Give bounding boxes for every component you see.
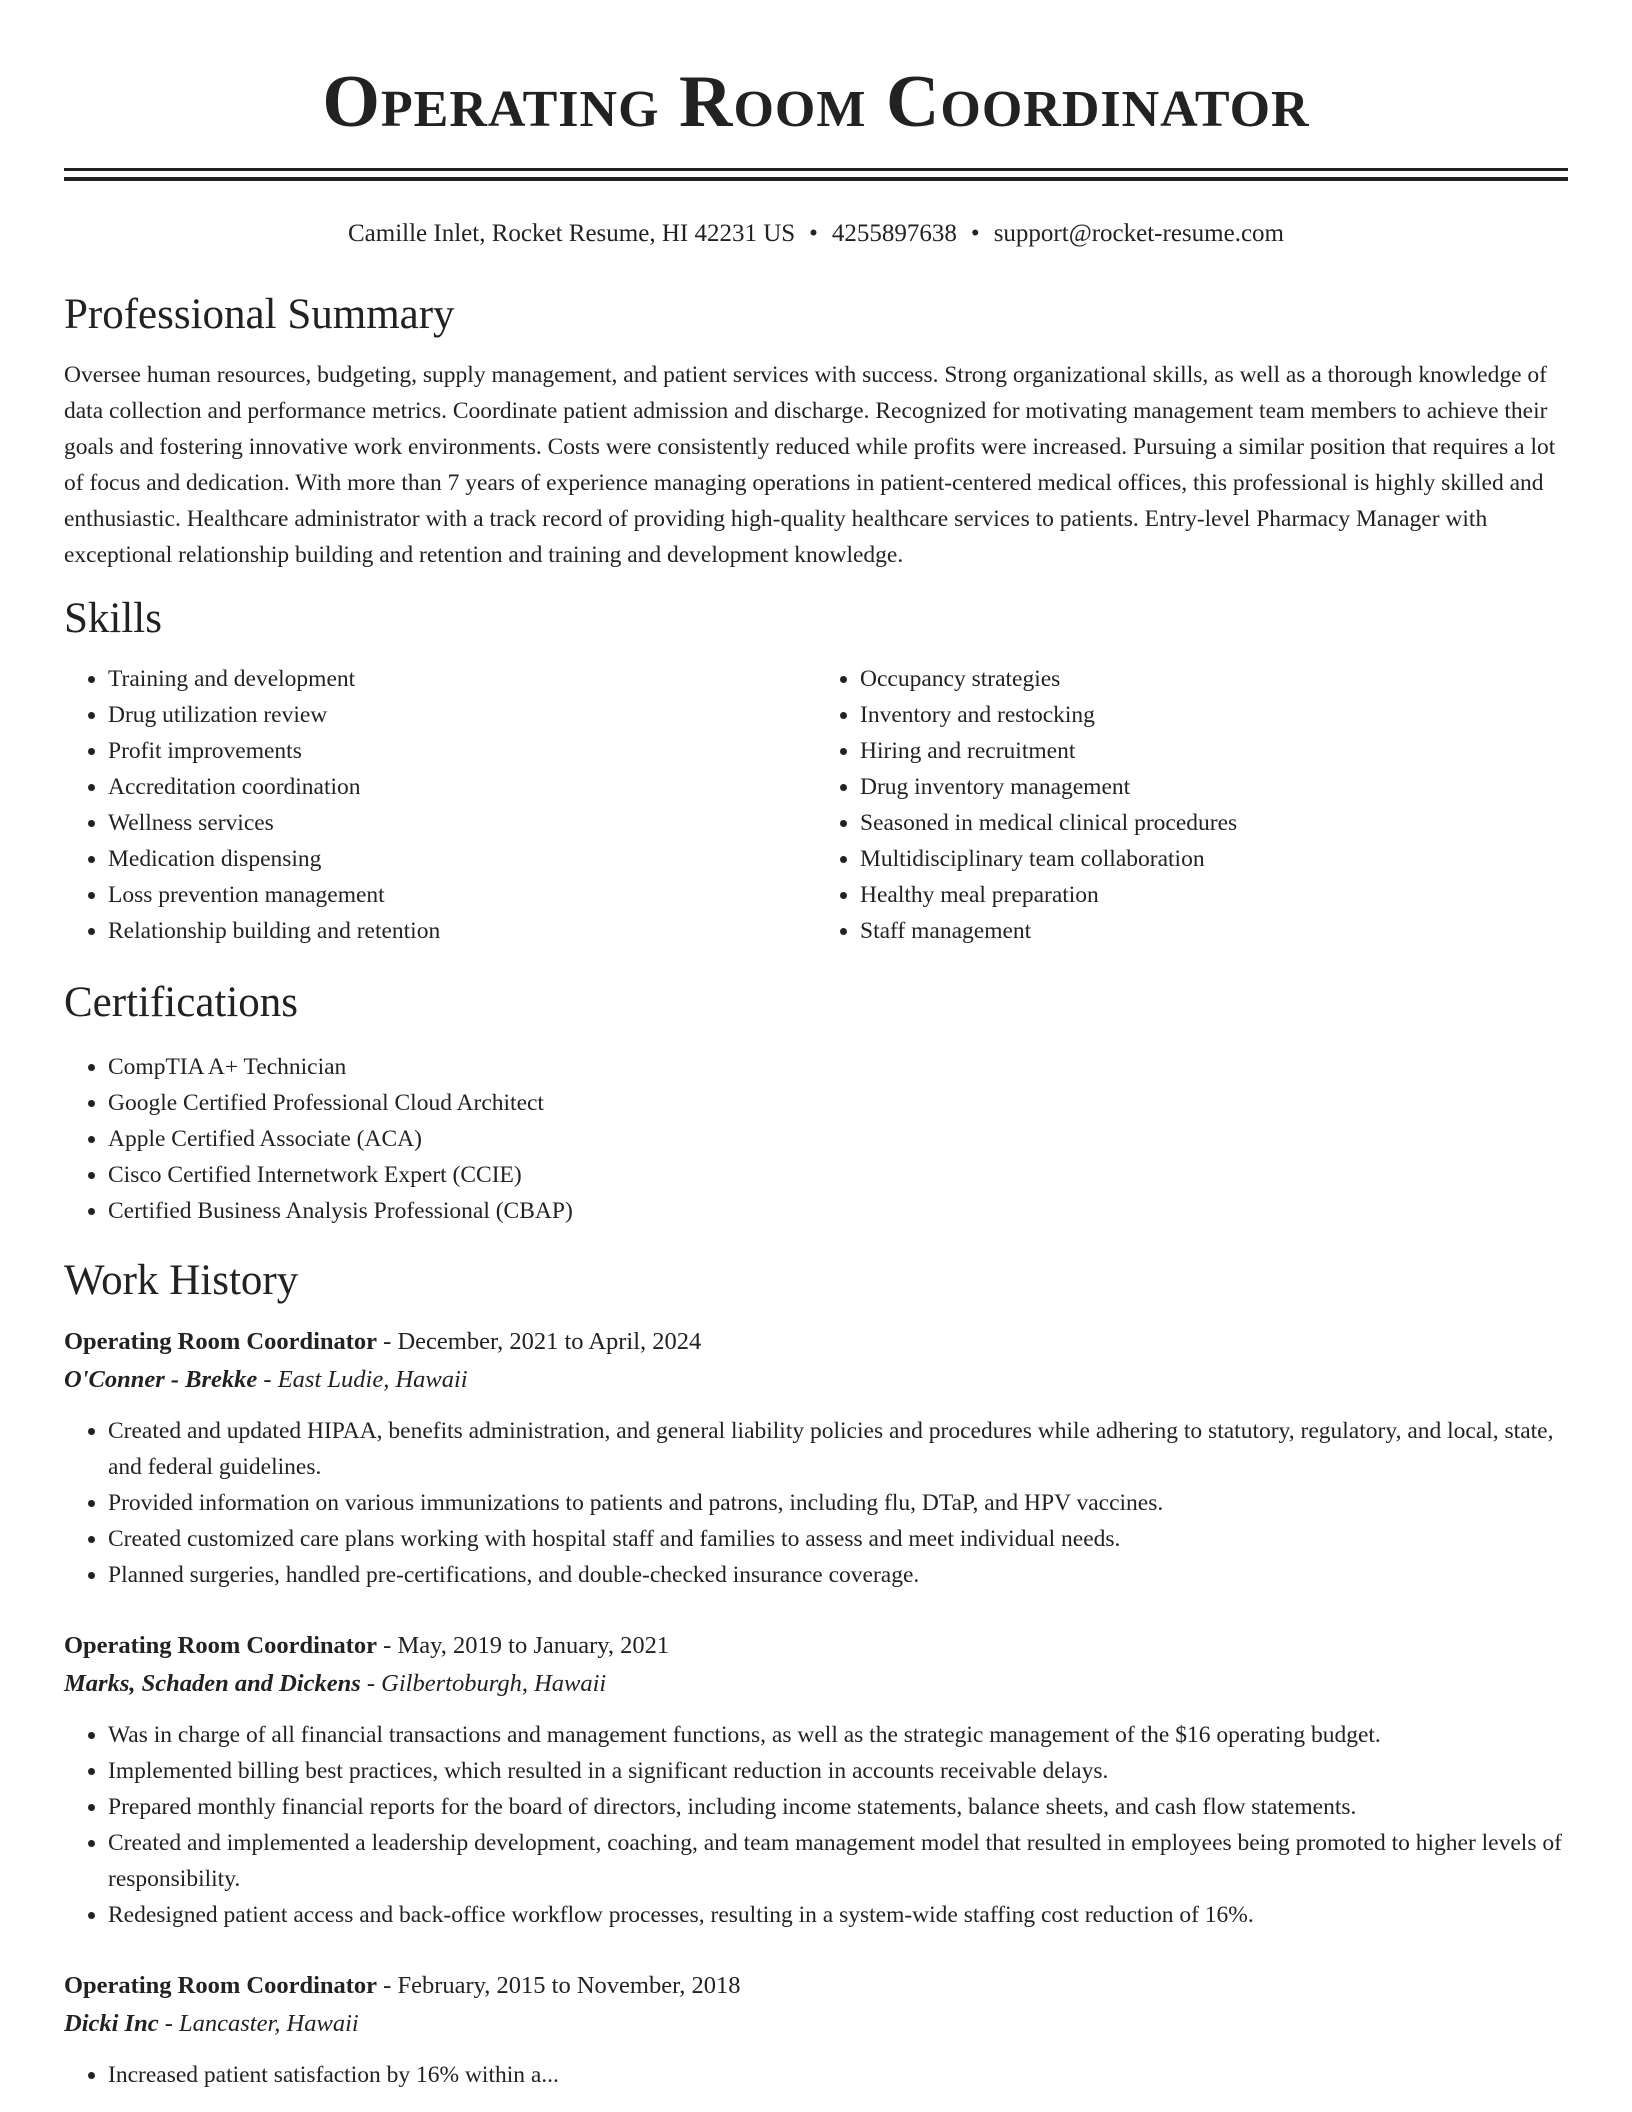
job-dates: - February, 2015 to November, 2018 [377,1972,741,1999]
job-title-line [64,1627,1568,1665]
certifications-heading: Certifications [64,979,299,1026]
job-bullet: • Created and updated HIPAA, benefits administration, and general liability policies and procedures while adhering to statutory, regulatory, and local, state, and federal guidelines. [108,1413,1568,1485]
skill-item: • Multidisciplinary team collaboration [860,841,1568,877]
job-title: Operating Room Coordinator [64,1328,378,1355]
job-bullet: • Created and implemented a leadership development, coaching, and team management model that resulted in employees being promoted to higher levels of responsibility. [108,1825,1568,1897]
job-bullet: • Planned surgeries, handled pre-certifications, and double-checked insurance coverage. [108,1557,1568,1593]
skill-item: • Inventory and restocking [860,697,1568,733]
work-history-heading: Work History [64,1257,299,1304]
certification-item: • Google Certified Professional Cloud Architect [108,1085,1568,1121]
job-bullets [64,1717,1568,1933]
job-entry [64,1627,1568,1933]
job-company: O'Conner - Brekke [64,1366,258,1393]
job-title-line [64,1967,1568,2005]
job-title-line [64,1323,1568,1361]
skill-item: • Occupancy strategies [860,661,1568,697]
job-bullet: • Increased patient satisfaction by 16% within a... [108,2057,1568,2093]
job-company: Marks, Schaden and Dickens [64,1670,361,1697]
job-company: Dicki Inc [64,2010,159,2037]
job-title: Operating Room Coordinator [64,1632,378,1659]
job-company-line [64,1665,1568,1703]
skills-list-right [816,661,1568,949]
job-bullet: • Created customized care plans working with hospital staff and families to assess and meet individual needs. [108,1521,1568,1557]
skill-item: • Hiring and recruitment [860,733,1568,769]
skill-item: • Staff management [860,913,1568,949]
job-bullet: • Prepared monthly financial reports for the board of directors, including income statements, balance sheets, and cash flow statements. [108,1789,1568,1825]
job-entry [64,1967,1568,2093]
skill-item: • Loss prevention management [108,877,816,913]
skill-item: • Profit improvements [108,733,816,769]
header-rule-bottom [64,177,1568,181]
contact-separator: • [809,220,818,247]
job-bullets [64,2057,1568,2093]
job-bullet: • Redesigned patient access and back-office workflow processes, resulting in a system-wide staffing cost reduction of 16%. [108,1897,1568,1933]
certification-item: • CompTIA A+ Technician [108,1049,1568,1085]
contact-address: Camille Inlet, Rocket Resume, HI 42231 US [348,220,796,247]
job-bullets [64,1413,1568,1593]
job-bullet: • Provided information on various immunizations to patients and patrons, including flu, DTaP, and HPV vaccines. [108,1485,1568,1521]
skills-columns [64,661,1568,949]
skill-item: • Training and development [108,661,816,697]
job-dates: - December, 2021 to April, 2024 [377,1328,702,1355]
summary-heading: Professional Summary [64,291,455,338]
skill-item: • Medication dispensing [108,841,816,877]
job-entry [64,1323,1568,1593]
job-title: Operating Room Coordinator [64,1972,378,1999]
skill-item: • Accreditation coordination [108,769,816,805]
certification-item: • Apple Certified Associate (ACA) [108,1121,1568,1157]
certifications-list [64,1049,1568,1229]
job-location: - Lancaster, Hawaii [158,2010,359,2037]
job-company-line [64,1361,1568,1399]
contact-email: support@rocket-resume.com [993,220,1284,247]
certification-item: • Cisco Certified Internetwork Expert (CCIE) [108,1157,1568,1193]
resume-name: Operating Room Coordinator [322,61,1310,143]
skill-item: • Healthy meal preparation [860,877,1568,913]
skills-list-left [64,661,816,949]
contact-separator: • [970,220,980,247]
contact-phone: 4255897638 [831,220,957,247]
job-company-line [64,2005,1568,2043]
summary-text: Oversee human resources, budgeting, supply management, and patient services with success. Strong organizational skills, as well as a thorough knowledge of data collection and performance metrics. Coordinate patient admission and discharge. Recognized for motivating management team members to achieve their goals and fostering innovative work environments. Costs were consistently reduced while profits were increased. Pursuing a similar position that requires a lot of focus and dedication. With more than 7 years of experience managing operations in patient-centered medical offices, this professional is highly skilled and enthusiastic. Healthcare administrator with a track record of providing high-quality healthcare services to patients. Entry-level Pharmacy Manager with exceptional relationship building and retention and training and development knowledge. [64,362,1556,568]
job-location: - Gilbertoburgh, Hawaii [360,1670,607,1697]
job-bullet: • Implemented billing best practices, which resulted in a significant reduction in accounts receivable delays. [108,1753,1568,1789]
job-dates: - May, 2019 to January, 2021 [377,1632,670,1659]
skill-item: • Relationship building and retention [108,913,816,949]
skill-item: • Wellness services [108,805,816,841]
skill-item: • Drug inventory management [860,769,1568,805]
job-bullet: • Was in charge of all financial transactions and management functions, as well as the strategic management of the $16 operating budget. [108,1717,1568,1753]
header-rule-top [64,168,1568,171]
skills-heading: Skills [64,595,162,642]
skill-item: • Seasoned in medical clinical procedures [860,805,1568,841]
skill-item: • Drug utilization review [108,697,816,733]
certification-item: • Certified Business Analysis Professional (CBAP) [108,1193,1568,1229]
contact-line [64,217,1568,251]
job-location: - East Ludie, Hawaii [257,1366,468,1393]
